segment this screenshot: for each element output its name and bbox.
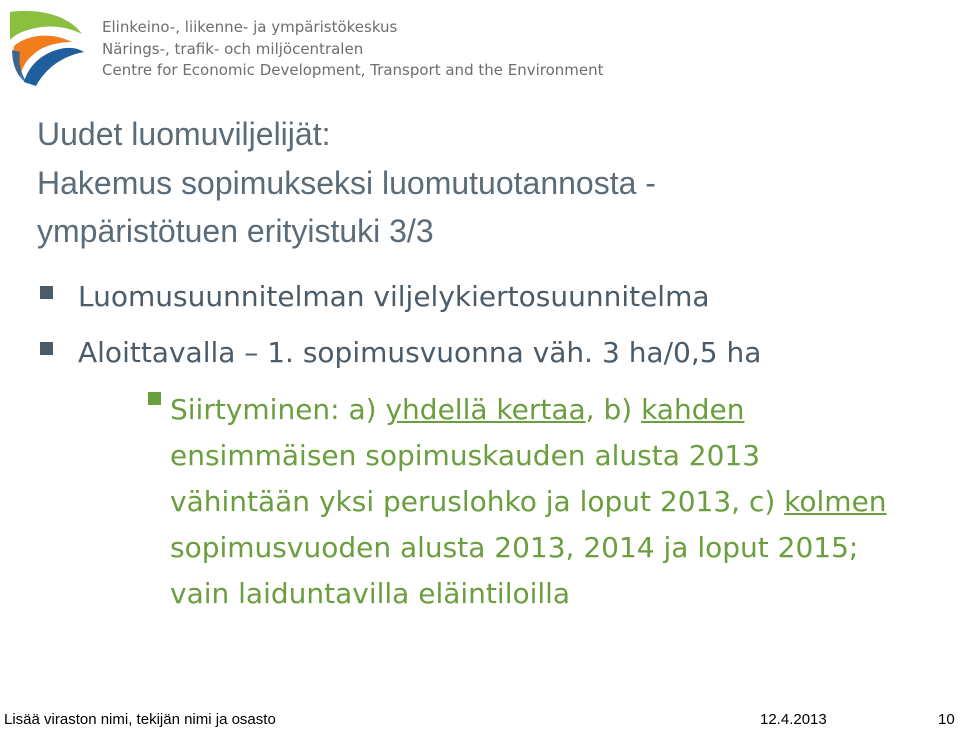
bullet-item [40,335,940,391]
bullet-text: Aloittavalla – 1. sopimusvuonna väh. 3 ha/0,5 ha [78,336,762,369]
title-line-2: Hakemus sopimukseksi luomutuotannosta - [37,164,656,201]
bullet-text: Luomusuunnitelman viljelykiertosuunnitelma [78,280,710,313]
org-name-finnish: Elinkeino-, liikenne- ja ympäristökeskus [102,18,398,36]
square-bullet-icon [148,392,161,405]
sub-bullet-line-3: vähintään yksi peruslohko ja loput 2013, c) kolmen [170,485,887,518]
square-bullet-icon [40,342,53,355]
organization-name [102,17,604,82]
page-number: 10 [938,711,955,728]
bullet-list [40,279,940,391]
org-name-swedish: Närings-, trafik- och miljöcentralen [102,39,364,58]
title-line-1: Uudet luomuviljelijät: [37,116,331,152]
org-name-english: Centre for Economic Development, Transport and the Environment [102,61,604,79]
sub-bullet-line-4: sopimusvuoden alusta 2013, 2014 ja loput 2015; [170,531,859,564]
title-line-3: ympäristötuen erityistuki 3/3 [37,213,434,249]
sub-bullet-line-1: Siirtyminen: a) yhdellä kertaa, b) kahden [170,393,745,426]
sub-bullet-line-2: ensimmäisen sopimuskauden alusta 2013 [170,439,761,472]
footer-date: 12.4.2013 [760,711,827,728]
square-bullet-icon [40,286,53,299]
slide-footer [0,708,960,731]
sub-bullet-text [170,387,887,617]
ely-logo-icon [6,6,86,86]
slide-title [37,110,917,256]
sub-bullet-line-5: vain laiduntavilla eläintiloilla [170,577,571,610]
footer-text: Lisää viraston nimi, tekijän nimi ja osasto [4,711,276,728]
underlined-term: kahden [641,393,745,426]
underlined-term: kolmen [784,485,887,518]
bullet-item [40,279,940,335]
slide-header [0,0,960,92]
underlined-term: yhdellä kertaa [385,393,586,426]
